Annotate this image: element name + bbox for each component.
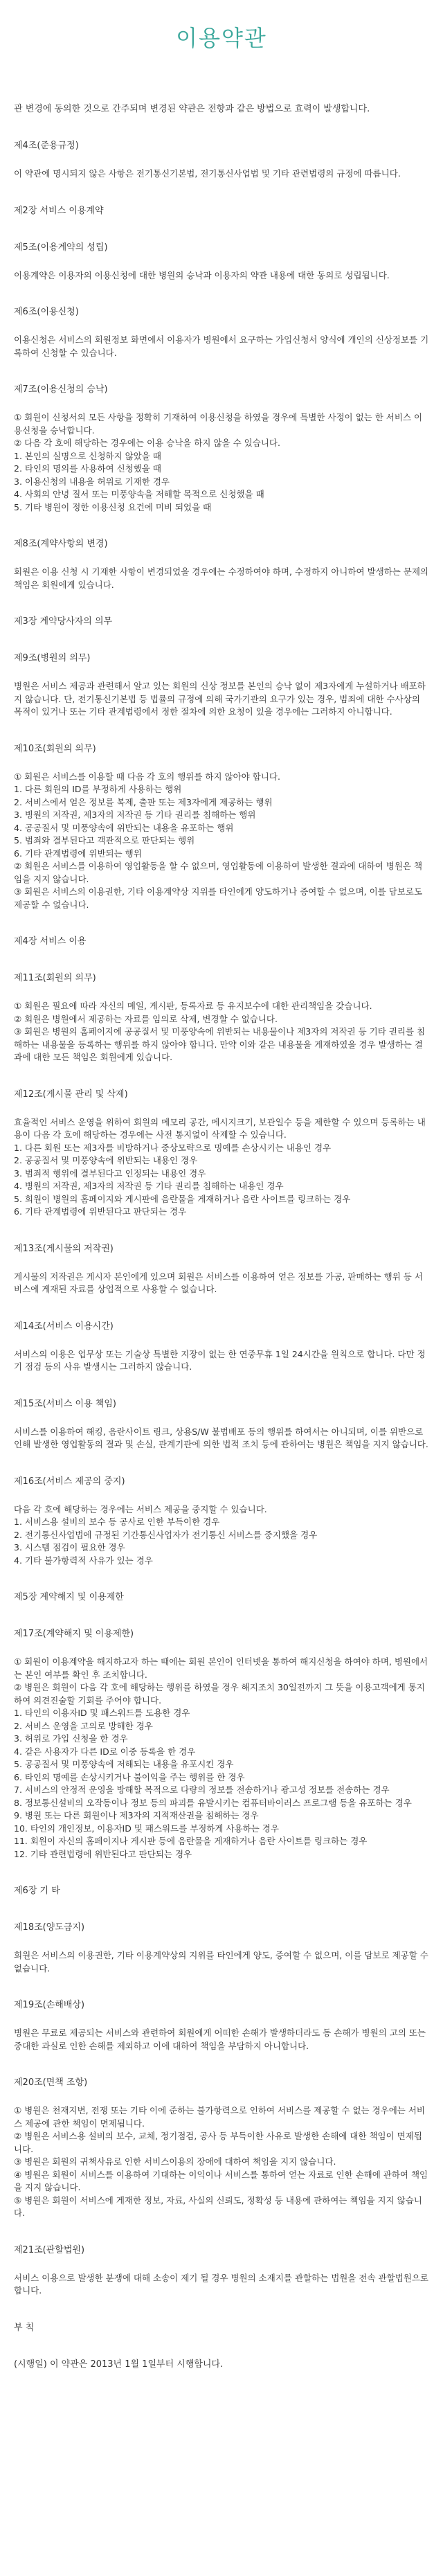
section-heading: 제6조(이용신청) [14, 307, 79, 317]
section-body [14, 1116, 429, 1219]
terms-section [14, 383, 429, 514]
section-paragraph: 회원은 이용 신청 시 기재한 사항이 변경되었을 경우에는 수정하여야 하며, 수정하지 아니하여 발생하는 문제의 책임은 회원에게 있습니다. [14, 566, 429, 590]
section-body [14, 1271, 429, 1296]
section-body [14, 1656, 429, 1861]
terms-section [14, 1242, 429, 1296]
terms-section [14, 972, 429, 1064]
section-body [14, 2272, 429, 2298]
section-paragraph: 2. 서비스 운영을 고의로 방해한 경우 [14, 1720, 153, 1731]
section-paragraph: 1. 다른 회원의 ID를 부정하게 사용하는 행위 [14, 784, 182, 794]
section-body [14, 771, 429, 912]
section-paragraph: 5. 기타 병원이 정한 이용신청 요건에 미비 되었을 때 [14, 501, 212, 512]
section-heading: 제18조(양도금지) [14, 1922, 85, 1933]
section-paragraph: ④ 병원은 회원이 서비스를 이용하여 기대하는 이익이나 서비스를 통하여 얻는 자료로 인한 손해에 관하여 책임을 지지 않습니다. [14, 2169, 428, 2192]
terms-section [14, 742, 429, 912]
section-heading: 제3장 계약당사자의 의무 [14, 616, 113, 627]
section-paragraph: 3. 병원의 저작권, 제3자의 저작권 등 기타 권리를 침해하는 행위 [14, 810, 256, 820]
section-paragraph: 2. 전기통신사업법에 규정된 기간통신사업자가 전기통신 서비스를 중지했을 경우 [14, 1529, 318, 1540]
section-heading: 제15조(서비스 이용 책임) [14, 1398, 116, 1409]
section-paragraph: ② 회원은 병원에서 제공하는 자료를 임의로 삭제, 변경할 수 없습니다. [14, 1013, 278, 1024]
section-paragraph: ② 병원은 회원이 다음 각 호에 해당하는 행위를 하였을 경우 해지조치 30일전까지 그 뜻을 이용고객에게 통지하여 의견진술할 기회를 주어야 합니다. [14, 1682, 425, 1706]
section-heading: 제2장 서비스 이용계약 [14, 205, 104, 216]
section-paragraph: 2. 타인의 명의를 사용하여 신청했을 때 [14, 463, 161, 474]
terms-section [14, 305, 429, 359]
terms-section [14, 139, 429, 181]
section-paragraph: 6. 타인의 명예를 손상시키거나 불이익을 주는 행위를 한 경우 [14, 1771, 245, 1782]
section-paragraph: 3. 허위로 가입 신청을 한 경우 [14, 1733, 128, 1744]
terms-body [0, 76, 443, 2371]
terms-section [14, 1475, 429, 1568]
terms-section [14, 1591, 429, 1604]
section-paragraph: 효율적인 서비스 운영을 위하여 회원의 메모리 공간, 메시지크기, 보관일수 등을 제한할 수 있으며 등록하는 내용이 다음 각 호에 해당하는 경우에는 사전 통지없이 삭제할 수 있습니다. [14, 1116, 426, 1140]
section-paragraph: 4. 사회의 안녕 질서 또는 미풍양속을 저해할 목적으로 신청했을 때 [14, 489, 264, 499]
section-paragraph: 3. 이용신청의 내용을 허위로 기재한 경우 [14, 476, 170, 487]
section-body [14, 1348, 429, 1374]
section-paragraph: ① 회원은 필요에 따라 자신의 메일, 게시판, 등록자료 등 유지보수에 대한 관리책임을 갖습니다. [14, 1001, 372, 1011]
section-body [14, 411, 429, 514]
section-paragraph: ② 다음 각 호에 해당하는 경우에는 이용 승낙을 하지 않을 수 있습니다. [14, 438, 280, 448]
section-paragraph: 8. 정보통신설비의 오작동이나 정보 등의 파괴를 유발시키는 컴퓨터바이러스 프로그램 등을 유포하는 경우 [14, 1797, 412, 1808]
section-body [14, 1000, 429, 1064]
section-heading: 제17조(계약해지 및 이용제한) [14, 1629, 134, 1639]
section-body [14, 680, 429, 719]
section-paragraph: 이 약관에 명시되지 않은 사항은 전기통신기본법, 전기통신사업법 및 기타 관련법령의 규정에 따릅니다. [14, 168, 401, 179]
section-heading: 제19조(손해배상) [14, 2000, 85, 2010]
terms-section [14, 652, 429, 719]
terms-section [14, 2076, 429, 2220]
section-heading: 제4조(준용규정) [14, 141, 79, 151]
terms-section [14, 1320, 429, 1374]
section-body [14, 1503, 429, 1568]
section-paragraph: 병원은 무료로 제공되는 서비스와 관련하여 회원에게 어떠한 손해가 발생하더라도 동 손해가 병원의 고의 또는 중대한 과실로 인한 손해를 제외하고 이에 대하여 책임을 부담하지 아니합니다. [14, 2028, 426, 2051]
terms-section [14, 1627, 429, 1861]
section-paragraph: 1. 본인의 실명으로 신청하지 않았을 때 [14, 450, 161, 461]
section-paragraph: 1. 서비스용 설비의 보수 등 공사로 인한 부득이한 경우 [14, 1517, 220, 1527]
sections-container [14, 139, 429, 2298]
section-paragraph: 1. 다른 회원 또는 제3자를 비방하거나 중상모략으로 명예를 손상시키는 내용인 경우 [14, 1142, 332, 1153]
section-paragraph: 이용계약은 이용자의 이용신청에 대한 병원의 승낙과 이용자의 약관 내용에 대한 동의로 성립됩니다. [14, 269, 390, 280]
section-paragraph: 10. 타인의 개인정보, 이용자ID 및 패스워드를 부정하게 사용하는 경우 [14, 1823, 279, 1834]
section-paragraph: 4. 기타 불가항력적 사유가 있는 경우 [14, 1555, 153, 1566]
section-paragraph: 6. 기타 관계법령에 위반된다고 판단되는 경우 [14, 1206, 187, 1217]
addendum [14, 2321, 429, 2371]
section-paragraph: ② 병원은 서비스용 설비의 보수, 교체, 정기점검, 공사 등 부득이한 사유로 발생한 손해에 대한 책임이 면제됩니다. [14, 2131, 422, 2154]
section-paragraph: 병원은 서비스 제공과 관련해서 알고 있는 회원의 신상 정보를 본인의 승낙 없이 제3자에게 누설하거나 배포하지 않습니다. 단, 전기통신기본법 등 법률의 규정에 의해 국가기관의 요구가 있는 경우, 범죄에 대한 수사상의 목적이 있거나 또는 기타 관계법령에서 정한 절차에 의한 요청이 있을 경우에는 그러하지 아니합니다. [14, 681, 426, 717]
section-heading: 제14조(서비스 이용시간) [14, 1321, 114, 1332]
section-paragraph: 7. 서비스의 안정적 운영을 방해할 목적으로 다량의 정보를 전송하거나 광고성 정보를 전송하는 경우 [14, 1785, 390, 1795]
section-paragraph: 2. 서비스에서 얻은 정보를 복제, 출판 또는 제3자에게 제공하는 행위 [14, 796, 273, 807]
section-paragraph: ① 회원이 신청서의 모든 사항을 정확히 기재하여 이용신청을 하였을 경우에 특별한 사정이 없는 한 서비스 이용신청을 승낙합니다. [14, 412, 423, 436]
section-paragraph: ② 회원은 서비스를 이용하여 영업활동을 할 수 없으며, 영업활동에 이용하여 발생한 결과에 대하여 병원은 책임을 지지 않습니다. [14, 861, 423, 884]
section-heading: 제9조(병원의 의무) [14, 653, 91, 663]
section-heading: 제12조(게시물 관리 및 삭제) [14, 1089, 128, 1100]
addendum-heading: 부 칙 [14, 2322, 35, 2333]
section-heading: 제4장 서비스 이용 [14, 936, 87, 947]
section-paragraph: ① 회원이 이용계약을 해지하고자 하는 때에는 회원 본인이 인터넷을 통하여 해지신청을 하여야 하며, 병원에서는 본인 여부를 확인 후 조치합니다. [14, 1656, 428, 1680]
section-paragraph: 4. 공공질서 및 미풍양속에 위반되는 내용을 유포하는 행위 [14, 822, 234, 833]
section-paragraph: 2. 공공질서 및 미풍양속에 위반되는 내용인 경우 [14, 1155, 198, 1165]
terms-section [14, 204, 429, 217]
section-paragraph: 회원은 서비스의 이용권한, 기타 이용계약상의 지위를 타인에게 양도, 증여할 수 없으며, 이를 담보로 제공할 수 없습니다. [14, 1950, 428, 1974]
section-paragraph: 1. 타인의 이용자ID 및 패스워드를 도용한 경우 [14, 1708, 190, 1718]
section-body [14, 269, 429, 283]
section-heading: 제6장 기 타 [14, 1886, 60, 1896]
section-paragraph: 5. 회원이 병원의 홈페이지와 게시판에 음란물을 게재하거나 음란 사이트를 링크하는 경우 [14, 1193, 351, 1204]
terms-section [14, 1397, 429, 1451]
section-paragraph: ③ 회원은 서비스의 이용권한, 기타 이용계약상 지위를 타인에게 양도하거나 증여할 수 없으며, 이를 담보로도 제공할 수 없습니다. [14, 886, 423, 910]
section-body [14, 2027, 429, 2052]
page-title: 이용약관 [176, 25, 267, 51]
section-paragraph: ③ 회원은 병원의 홈페이지에 공공질서 및 미풍양속에 위반되는 내용물이나 제3자의 저작권 등 기타 권리를 침해하는 내용물을 등록하는 행위를 하지 않아야 합니다. 만약 이와 같은 내용물을 게재하였을 경우 발생하는 결과에 대한 모든 책임은 회원에게 있습니다. [14, 1026, 426, 1062]
section-paragraph: 서비스 이용으로 발생한 분쟁에 대해 소송이 제기 될 경우 병원의 소재지를 관할하는 법원을 전속 관할법원으로 합니다. [14, 2272, 429, 2296]
section-paragraph: ① 병원은 천재지변, 전쟁 또는 기타 이에 준하는 불가항력으로 인하여 서비스를 제공할 수 없는 경우에는 서비스 제공에 관한 책임이 면제됩니다. [14, 2105, 426, 2129]
section-paragraph: ⑤ 병원은 회원이 서비스에 게재한 정보, 자료, 사실의 신뢰도, 정확성 등 내용에 관하여는 책임을 지지 않습니다. [14, 2194, 422, 2218]
section-heading: 제8조(계약사항의 변경) [14, 539, 108, 549]
section-heading: 제21조(관할법원) [14, 2244, 85, 2255]
section-paragraph: 서비스를 이용하여 해킹, 음란사이트 링크, 상용S/W 불법배포 등의 행위를 하여서는 아니되며, 이를 위반으로 인해 발생한 영업활동의 결과 및 손실, 관계기관에 의한 법적 조치 등에 관하여는 병원은 책임을 지지 않습니다. [14, 1426, 428, 1449]
terms-section [14, 615, 429, 628]
section-paragraph: 12. 기타 관련법령에 위반된다고 판단되는 경우 [14, 1848, 192, 1859]
section-heading: 제7조(이용신청의 승낙) [14, 384, 108, 395]
terms-section [14, 1921, 429, 1975]
terms-section [14, 1998, 429, 2052]
section-paragraph: 9. 병원 또는 다른 회원이나 제3자의 지적재산권을 침해하는 경우 [14, 1810, 259, 1821]
section-paragraph: ① 회원은 서비스를 이용할 때 다음 각 호의 행위를 하지 않아야 합니다. [14, 771, 280, 782]
section-body [14, 566, 429, 591]
section-heading: 제20조(면책 조항) [14, 2077, 88, 2088]
section-heading: 제10조(회원의 의무) [14, 743, 96, 754]
section-body [14, 334, 429, 359]
section-body [14, 1949, 429, 1975]
section-heading: 제5장 계약해지 및 이용제한 [14, 1592, 124, 1602]
section-heading: 제5조(이용계약의 성립) [14, 242, 108, 253]
terms-section [14, 537, 429, 591]
terms-section [14, 241, 429, 283]
section-paragraph: 이용신청은 서비스의 회원정보 화면에서 이용자가 병원에서 요구하는 가입신청서 양식에 개인의 신상정보를 기록하여 신청할 수 있습니다. [14, 334, 429, 358]
intro-text: 관 변경에 동의한 것으로 간주되며 변경된 약관은 전항과 같은 방법으로 효력이 발생합니다. [14, 104, 370, 114]
section-body [14, 168, 429, 181]
section-body [14, 1426, 429, 1451]
section-paragraph: 3. 시스템 점검이 필요한 경우 [14, 1542, 125, 1553]
section-paragraph: 5. 범죄와 결부된다고 객관적으로 판단되는 행위 [14, 835, 195, 846]
section-paragraph: 서비스의 이용은 업무상 또는 기술상 특별한 지장이 없는 한 연중무휴 1일 24시간을 원칙으로 합니다. 다만 정기 점검 등의 사유 발생시는 그러하지 않습니다. [14, 1348, 426, 1372]
section-paragraph: 4. 같은 사용자가 다른 ID로 이중 등록을 한 경우 [14, 1746, 196, 1757]
section-heading: 제11조(회원의 의무) [14, 973, 96, 983]
terms-section [14, 935, 429, 948]
section-paragraph: 11. 회원이 자신의 홈페이지나 게시판 등에 음란물을 게재하거나 음란 사이트를 링크하는 경우 [14, 1836, 368, 1846]
section-paragraph: 6. 기타 관계법령에 위반되는 행위 [14, 848, 142, 859]
section-paragraph: 5. 공공질서 및 미풍양속에 저해되는 내용을 유포시킨 경우 [14, 1759, 234, 1769]
section-paragraph: ③ 병원은 회원의 귀책사유로 인한 서비스이용의 장애에 대하여 책임을 지지 않습니다. [14, 2156, 336, 2167]
section-paragraph: 게시물의 저작권은 게시자 본인에게 있으며 회원은 서비스를 이용하여 얻은 정보를 가공, 판매하는 행위 등 서비스에 게재된 자료를 상업적으로 사용할 수 없습니다. [14, 1271, 423, 1294]
terms-section [14, 1088, 429, 1219]
section-body [14, 2104, 429, 2220]
section-paragraph: 4. 병원의 저작권, 제3자의 저작권 등 기타 권리를 침해하는 내용인 경우 [14, 1181, 284, 1191]
section-heading: 제13조(게시물의 저작권) [14, 1243, 114, 1254]
section-heading: 제16조(서비스 제공의 중지) [14, 1476, 125, 1487]
section-paragraph: 3. 범죄적 행위에 결부된다고 인정되는 내용인 경우 [14, 1168, 206, 1179]
terms-section [14, 1884, 429, 1897]
terms-section [14, 2244, 429, 2298]
addendum-text: (시행일) 이 약관은 2013년 1월 1일부터 시행합니다. [14, 2359, 224, 2370]
section-paragraph: 다음 각 호에 해당하는 경우에는 서비스 제공을 중지할 수 있습니다. [14, 1503, 267, 1514]
